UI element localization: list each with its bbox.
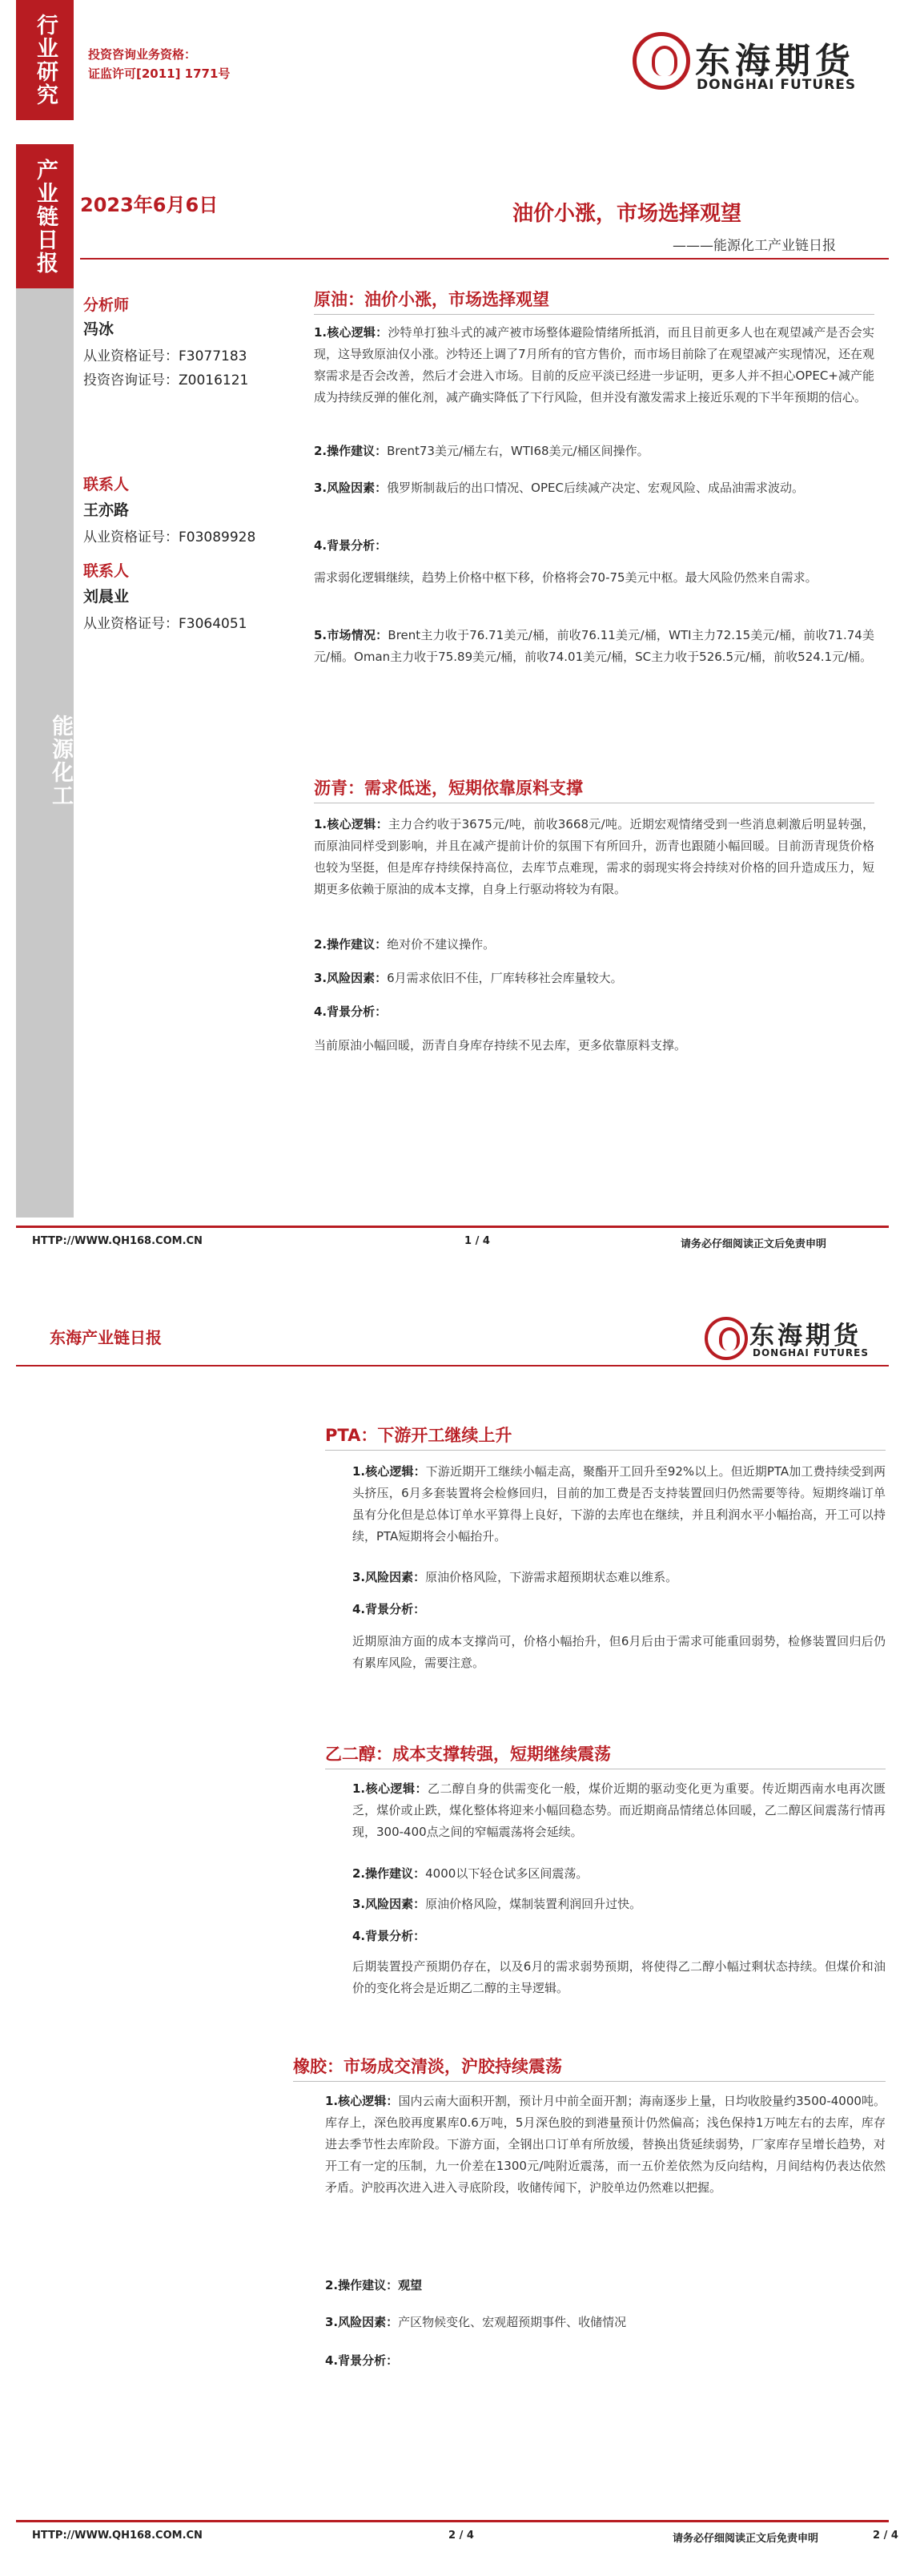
contact-name: 王亦路 <box>83 501 130 519</box>
analyst-cert: 从业资格证号：F3077183 <box>83 348 247 364</box>
section-divider <box>325 1450 886 1451</box>
asphalt-operation-advice: 2.操作建议：绝对价不建议操作。 <box>314 937 496 952</box>
logo-chinese-name: 东海期货 <box>695 41 855 82</box>
section-divider <box>314 314 874 315</box>
asphalt-section-title: 沥青：需求低迷，短期依靠原料支撑 <box>314 779 583 798</box>
meg-background: 后期装置投产预期仍存在，以及6月的需求弱势预期，将使得乙二醇小幅过剩状态持续。但煤价和油价的变化将会是近期乙二醇的主导逻辑。 <box>352 1959 886 1995</box>
logo-english-name: DONGHAI FUTURES <box>697 77 857 93</box>
logo-english-name: DONGHAI FUTURES <box>753 1347 869 1358</box>
asphalt-background: 当前原油小幅回暖，沥青自身库存持续不见去库，更多依靠原料支撑。 <box>314 1038 687 1053</box>
footer-disclaimer: 请务必仔细阅读正文后免责申明 <box>673 2533 819 2545</box>
investment-qualification-label: 投资咨询业务资格： <box>88 47 197 62</box>
meg-operation-advice: 2.操作建议：4000以下轻仓试多区间震荡。 <box>352 1866 589 1881</box>
asphalt-core-logic: 1.核心逻辑：主力合约收于3675元/吨，前收3668元/吨。近期宏观情绪受到一些消息刺激后明显转强，而原油同样受到影响，并且在减产提前计价的氛围下有所回升，沥青也跟随小幅回暖。目前沥青现货价格也较为坚挺，但是库存持续保持高位，去库节点难现，需求的弱现实将会持续对价格的回升造成压力，短期更多依赖于原油的成本支撑，自身上行驱动将较为有限。 <box>314 817 874 896</box>
report-title: 油价小涨，市场选择观望 <box>512 202 742 226</box>
contact-cert: 从业资格证号：F3064051 <box>83 616 247 632</box>
meg-background-label: 4.背景分析： <box>352 1929 426 1943</box>
donghai-logo-icon <box>705 1317 748 1360</box>
license-number: 证监许可[2011] 1771号 <box>88 66 231 81</box>
rubber-background-label: 4.背景分析： <box>325 2353 399 2368</box>
report-page-2 <box>0 1282 920 2576</box>
footer-website-link[interactable]: HTTP://WWW.QH168.COM.CN <box>32 1235 203 1247</box>
asphalt-background-label: 4.背景分析： <box>314 1004 388 1019</box>
footer-page-number: 1 / 4 <box>464 1235 490 1247</box>
analyst-name: 冯冰 <box>83 320 114 338</box>
footer-page-number: 2 / 4 <box>448 2530 474 2542</box>
footer-website-link[interactable]: HTTP://WWW.QH168.COM.CN <box>32 2530 203 2542</box>
industry-research-tag: 行业研究 <box>16 0 74 120</box>
pta-core-logic: 1.核心逻辑：下游近期开工继续小幅走高，聚酯开工回升至92%以上。但近期PTA加工费持续受到两头挤压，6月多套装置将会检修回归，目前的加工费是否支持装置回归仍然需要等待。短期终端订单虽有分化但是总体订单水平算得上良好，下游的去库也在继续，并且利润水平小幅抬高，开工可以持续，PTA短期将会小幅抬升。 <box>352 1464 886 1544</box>
page-header-title: 东海产业链日报 <box>50 1328 162 1347</box>
report-date: 2023年6月6日 <box>80 194 219 216</box>
contact-label: 联系人 <box>83 562 130 580</box>
footer-disclaimer: 请务必仔细阅读正文后免责申明 <box>681 1238 827 1250</box>
section-divider <box>293 2081 886 2082</box>
donghai-logo-icon <box>633 32 690 90</box>
rubber-risk-factors: 3.风险因素：产区物候变化、宏观超预期事件、收储情况 <box>325 2315 627 2329</box>
meg-core-logic: 1.核心逻辑：乙二醇自身的供需变化一般，煤价近期的驱动变化更为重要。传近期西南水电再次匮乏，煤价或止跌，煤化整体将迎来小幅回稳态势。而近期商品情绪总体回暖，乙二醇区间震荡行情再现，300-400点之间的窄幅震荡将会延续。 <box>352 1781 886 1839</box>
pta-section-title: PTA：下游开工继续上升 <box>325 1426 512 1445</box>
header-divider <box>16 1365 889 1366</box>
rubber-operation-advice: 2.操作建议：观望 <box>325 2278 423 2292</box>
logo-chinese-name: 东海期货 <box>749 1322 862 1350</box>
pta-risk-factors: 3.风险因素：原油价格风险，下游需求超预期状态难以维系。 <box>352 1570 678 1584</box>
analyst-label: 分析师 <box>83 296 130 314</box>
crude-oil-section-title: 原油：油价小涨，市场选择观望 <box>314 290 549 309</box>
crude-market-status: 5.市场情况：Brent主力收于76.71美元/桶，前收76.11美元/桶，WTI主力72.15美元/桶，前收71.74美元/桶。Oman主力收于75.89美元/桶，前收74.01美元/桶，SC主力收于526.5元/桶，前收524.1元/桶。 <box>314 628 875 664</box>
footer-page-number-right: 2 / 4 <box>873 2530 898 2542</box>
footer-divider <box>16 1226 889 1228</box>
pta-background-label: 4.背景分析： <box>352 1602 426 1616</box>
energy-chemical-tag: 能源化工 <box>16 288 74 1218</box>
crude-operation-advice: 2.操作建议：Brent73美元/桶左右，WTI68美元/桶区间操作。 <box>314 444 649 458</box>
crude-core-logic: 1.核心逻辑：沙特单打独斗式的减产被市场整体避险情绪所抵消，而且目前更多人也在观望减产是否会实现，这导致原油仅小涨。沙特还上调了7月所有的官方售价，而市场目前除了在观望减产实现情况，还在观察需求是否会改善，然后才会进入市场。目前的反应平淡已经进一步证明，更多人并不担心OPEC+减产能成为持续反弹的催化剂，减产确实降低了下行风险，但并没有激发需求上接近乐观的下半年预期的信心。 <box>314 325 874 405</box>
report-subtitle: ———能源化工产业链日报 <box>673 238 836 254</box>
contact-name: 刘晨业 <box>83 588 130 606</box>
footer-divider <box>16 2520 889 2522</box>
asphalt-risk-factors: 3.风险因素：6月需求依旧不佳，厂库转移社会库量较大。 <box>314 971 623 985</box>
pta-background: 近期原油方面的成本支撑尚可，价格小幅抬升，但6月后由于需求可能重回弱势，检修装置回归后仍有累库风险，需要注意。 <box>352 1634 886 1670</box>
meg-risk-factors: 3.风险因素：原油价格风险，煤制装置利润回升过快。 <box>352 1897 642 1911</box>
meg-section-title: 乙二醇：成本支撑转强，短期继续震荡 <box>325 1745 611 1764</box>
crude-risk-factors: 3.风险因素：俄罗斯制裁后的出口情况、OPEC后续减产决定、宏观风险、成品油需求波动。 <box>314 481 804 495</box>
analyst-advisory-cert: 投资咨询证号：Z0016121 <box>83 372 249 388</box>
contact-label: 联系人 <box>83 476 130 493</box>
title-divider <box>80 258 889 260</box>
crude-background-label: 4.背景分析： <box>314 538 388 553</box>
rubber-section-title: 橡胶：市场成交清淡，沪胶持续震荡 <box>293 2057 562 2076</box>
crude-background: 需求弱化逻辑继续，趋势上价格中枢下移，价格将会70-75美元中枢。最大风险仍然来自需求。 <box>314 570 818 585</box>
report-page-1 <box>0 0 920 1282</box>
rubber-core-logic: 1.核心逻辑：国内云南大面积开割，预计月中前全面开割；海南逐步上量，日均收胶量约3500-4000吨。库存上，深色胶再度累库0.6万吨，5月深色胶的到港量预计仍然偏高；浅色保持1万吨左右的去库，库存进去季节性去库阶段。下游方面，全钢出口订单有所放缓，替换出货延续弱势，厂家库存呈增长趋势，对开工有一定的压制，九一价差在1300元/吨附近震荡，而一五价差依然为反向结构，月间结构仍表达依然矛盾。沪胶再次进入进入寻底阶段，收储传闻下，沪胶单边仍然难以把握。 <box>325 2094 886 2195</box>
industry-chain-daily-tag: 产业链日报 <box>16 144 74 288</box>
contact-cert: 从业资格证号：F03089928 <box>83 529 256 545</box>
